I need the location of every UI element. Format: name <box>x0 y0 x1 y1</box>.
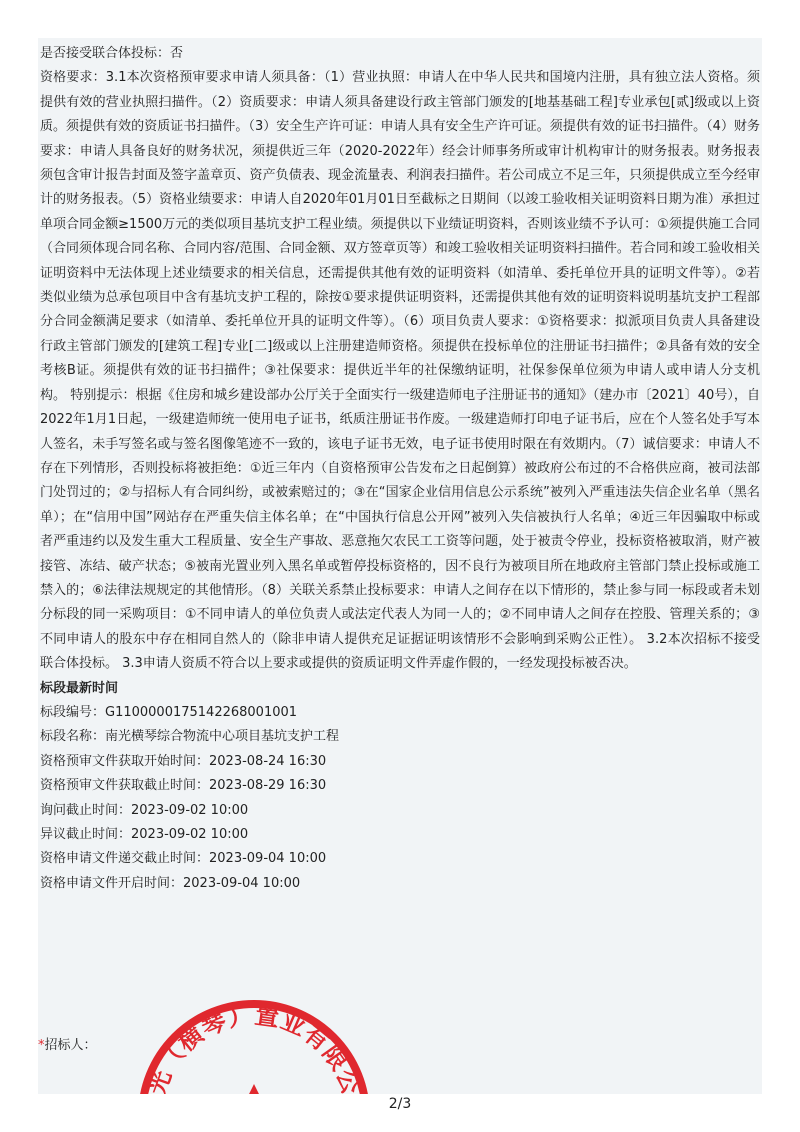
document-body <box>38 38 762 896</box>
svg-text:光（横琴）置业有限公 <box>142 1001 366 1099</box>
field-inquiry-deadline: 询问截止时间：2023-09-02 10:00 <box>40 802 249 818</box>
page-number: 2/3 <box>388 1096 412 1112</box>
field-doc-start-time: 资格预审文件获取开始时间：2023-08-24 16:30 <box>40 753 327 769</box>
qualification-paragraph: 资格要求：3.1本次资格预审要求申请人须具备：（1）营业执照：申请人在中华人民共和国境内注册，具有独立法人资格。须提供有效的营业执照扫描件。（2）资质要求：申请人须具备建设行政主管部门颁发的[地基基础工程]专业承包[贰]级或以上资质。须提供有效的资质证书扫描件。（3）安全生产许可证：申请人具有安全生产许可证。须提供有效的证书扫描件。（4）财务要求：申请人具备良好的财务状况，须提供近三年（2020-2022年）经会计师事务所或审计机构审计的财务报表。财务报表须包含审计报告封面及签字盖章页、资产负债表、现金流量表、利润表扫描件。若公司成立不足三年，只须提供成立至今经审计的财务报表。（5）资格业绩要求：申请人自2020年01月01日至截标之日期间（以竣工验收相关证明资料日期为准）承担过单项合同金额≥1500万元的类似项目基坑支护工程业绩。须提供以下业绩证明资料，否则该业绩不予认可：①须提供施工合同（合同须体现合同名称、合同内容/范围、合同金额、双方签章页等）和竣工验收相关证明资料扫描件。若合同和竣工验收相关证明资料中无法体现上述业绩要求的相关信息，还需提供其他有效的证明资料（如清单、委托单位开具的证明文件等）。②若类似业绩为总承包项目中含有基坑支护工程的，除按①要求提供证明资料，还需提供其他有效的证明资料说明基坑支护工程部分合同金额满足要求（如清单、委托单位开具的证明文件等）。（6）项目负责人要求：①资格要求：拟派项目负责人具备建设行政主管部门颁发的[建筑工程]专业[二]级或以上注册建造师资格。须提供在投标单位的注册证书扫描件；②具备有效的安全考核B证。须提供有效的证书扫描件；③社保要求：提供近半年的社保缴纳证明，社保参保单位须为申请人或申请人分支机构。 特别提示：根据《住房和城乡建设部办公厅关于全面实行一级建造师电子注册证书的通知》（建办市〔2021〕40号），自2022年1月1日起，一级建造师统一使用电子证书，纸质注册证书作废。一级建造师打印电子证书后，应在个人签名处手写本人签名，未手写签名或与签名图像笔迹不一致的，该电子证书无效，电子证书使用时限在有效期内。（7）诚信要求：申请人不存在下列情形，否则投标将被拒绝：①近三年内（自资格预审公告发布之日起倒算）被政府公布过的不合格供应商，被司法部门处罚过的；②与招标人有合同纠纷，或被索赔过的；③在“国家企业信用信息公示系统”被列入严重违法失信企业名单（黑名单）；在“信用中国”网站存在严重失信主体名单；在“中国执行信息公开网”被列入失信被执行人名单；④近三年因骗取中标或者严重违约以及发生重大工程质量、安全生产事故、恶意拖欠农民工工资等问题，处于被责令停业，投标资格被取消，财产被接管、冻结、破产状态；⑤被南光置业列入黑名单或暂停投标资格的，因不良行为被项目所在地政府主管部门禁止投标或施工禁入的；⑥法律法规规定的其他情形。（8）关联关系禁止投标要求：申请人之间存在以下情形的，禁止参与同一标段或者未划分标段的同一采购项目：①不同申请人的单位负责人或法定代表人为同一人的；②不同申请人之间存在控股、管理关系的；③不同申请人的股东中存在相同自然人的（除非申请人提供充足证据证明该情形不会影响到采购公正性）。 3.2本次招标不接受联合体投标。 3.3申请人资质不符合以上要求或提供的资质证明文件弄虚作假的，一经发现投标被否决。 <box>40 70 760 672</box>
section-title: 标段最新时间 <box>40 680 119 696</box>
required-asterisk: * <box>38 1038 45 1053</box>
field-objection-deadline: 异议截止时间：2023-09-02 10:00 <box>40 827 249 842</box>
field-submission-deadline: 资格申请文件递交截止时间：2023-09-04 10:00 <box>40 851 327 867</box>
consortium-line: 是否接受联合体投标：否 <box>40 46 184 61</box>
company-seal <box>134 996 374 1099</box>
field-bid-section-name: 标段名称：南光横琴综合物流中心项目基坑支护工程 <box>40 729 340 745</box>
field-doc-end-time: 资格预审文件获取截止时间：2023-08-29 16:30 <box>40 778 327 794</box>
seal-text: 光（横琴）置业有限公 <box>142 1001 366 1099</box>
document-panel <box>38 38 762 1099</box>
star-icon <box>224 1084 285 1094</box>
signer-row <box>38 1034 97 1053</box>
field-opening-time: 资格申请文件开启时间：2023-09-04 10:00 <box>40 875 301 891</box>
field-bid-section-number: 标段编号：G1100000175142268001001 <box>40 704 298 720</box>
signer-label: 招标人： <box>44 1038 97 1053</box>
